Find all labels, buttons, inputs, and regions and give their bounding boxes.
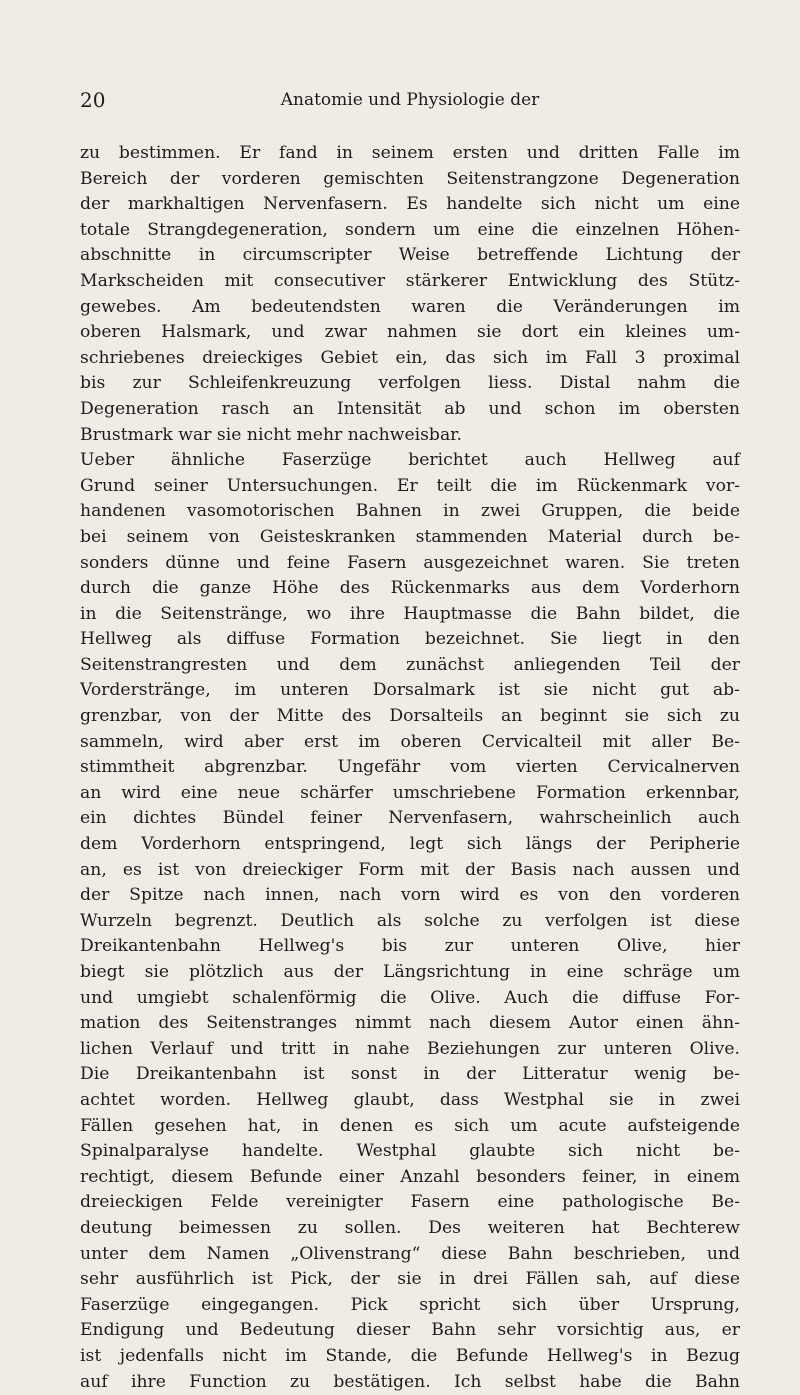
text-line: ein dichtes Bündel feiner Nervenfasern, wahrscheinlich auch: [80, 806, 740, 832]
text-line: Wurzeln begrenzt. Deutlich als solche zu verfolgen ist diese: [80, 909, 740, 935]
text-line: ist jedenfalls nicht im Stande, die Befunde Hellweg's in Bezug: [80, 1344, 740, 1370]
text-line: Hellweg als diffuse Formation bezeichnet. Sie liegt in den: [80, 627, 740, 653]
text-line: Markscheiden mit consecutiver stärkerer Entwicklung des Stütz-: [80, 269, 740, 295]
text-line: Ueber ähnliche Faserzüge berichtet auch Hellweg auf: [80, 448, 740, 474]
text-line: handenen vasomotorischen Bahnen in zwei Gruppen, die beide: [80, 499, 740, 525]
text-line: biegt sie plötzlich aus der Längsrichtung in eine schräge um: [80, 960, 740, 986]
text-line: Dreikantenbahn Hellweg's bis zur unteren Olive, hier: [80, 934, 740, 960]
text-line: stimmtheit abgrenzbar. Ungefähr vom vierten Cervicalnerven: [80, 755, 740, 781]
text-line: zu bestimmen. Er fand in seinem ersten und dritten Falle im: [80, 141, 740, 167]
text-line: rechtigt, diesem Befunde einer Anzahl besonders feiner, in einem: [80, 1165, 740, 1191]
text-line: deutung beimessen zu sollen. Des weiteren hat Bechterew: [80, 1216, 740, 1242]
text-line: grenzbar, von der Mitte des Dorsalteils an beginnt sie sich zu: [80, 704, 740, 730]
text-line: lichen Verlauf und tritt in nahe Beziehungen zur unteren Olive.: [80, 1037, 740, 1063]
text-line: Faserzüge eingegangen. Pick spricht sich über Ursprung,: [80, 1293, 740, 1319]
text-line: totale Strangdegeneration, sondern um eine die einzelnen Höhen-: [80, 218, 740, 244]
text-line: an, es ist von dreieckiger Form mit der Basis nach aussen und: [80, 858, 740, 884]
body-text: [80, 141, 740, 1395]
text-line: achtet worden. Hellweg glaubt, dass Westphal sie in zwei: [80, 1088, 740, 1114]
text-line: Seitenstrangresten und dem zunächst anliegenden Teil der: [80, 653, 740, 679]
text-line: Bereich der vorderen gemischten Seitenstrangzone Degeneration: [80, 167, 740, 193]
text-line: unter dem Namen „Olivenstrang“ diese Bahn beschrieben, und: [80, 1242, 740, 1268]
text-line: dreieckigen Felde vereinigter Fasern eine pathologische Be-: [80, 1190, 740, 1216]
text-line: mation des Seitenstranges nimmt nach diesem Autor einen ähn-: [80, 1011, 740, 1037]
text-line: auf ihre Function zu bestätigen. Ich selbst habe die Bahn: [80, 1370, 740, 1395]
text-line: oberen Halsmark, und zwar nahmen sie dort ein kleines um-: [80, 320, 740, 346]
text-line: in die Seitenstränge, wo ihre Hauptmasse die Bahn bildet, die: [80, 602, 740, 628]
text-line: dem Vorderhorn entspringend, legt sich längs der Peripherie: [80, 832, 740, 858]
text-line: Die Dreikantenbahn ist sonst in der Litteratur wenig be-: [80, 1062, 740, 1088]
text-line: sonders dünne und feine Fasern ausgezeichnet waren. Sie treten: [80, 551, 740, 577]
text-line: der markhaltigen Nervenfasern. Es handelte sich nicht um eine: [80, 192, 740, 218]
text-line: sehr ausführlich ist Pick, der sie in drei Fällen sah, auf diese: [80, 1267, 740, 1293]
text-line: der Spitze nach innen, nach vorn wird es von den vorderen: [80, 883, 740, 909]
text-line: durch die ganze Höhe des Rückenmarks aus dem Vorderhorn: [80, 576, 740, 602]
text-line: schriebenes dreieckiges Gebiet ein, das sich im Fall 3 proximal: [80, 346, 740, 372]
text-line: gewebes. Am bedeutendsten waren die Veränderungen im: [80, 295, 740, 321]
text-line: Endigung und Bedeutung dieser Bahn sehr vorsichtig aus, er: [80, 1318, 740, 1344]
page-number: 20: [80, 88, 105, 112]
text-line: Spinalparalyse handelte. Westphal glaubte sich nicht be-: [80, 1139, 740, 1165]
page-header: [80, 88, 740, 114]
text-line: sammeln, wird aber erst im oberen Cervicalteil mit aller Be-: [80, 730, 740, 756]
text-line: und umgiebt schalenförmig die Olive. Auch die diffuse For-: [80, 986, 740, 1012]
text-line: Brustmark war sie nicht mehr nachweisbar.: [80, 423, 740, 449]
text-line: Degeneration rasch an Intensität ab und schon im obersten: [80, 397, 740, 423]
text-line: abschnitte in circumscripter Weise betreffende Lichtung der: [80, 243, 740, 269]
text-line: an wird eine neue schärfer umschriebene Formation erkennbar,: [80, 781, 740, 807]
text-line: bis zur Schleifenkreuzung verfolgen liess. Distal nahm die: [80, 371, 740, 397]
text-line: bei seinem von Geisteskranken stammenden Material durch be-: [80, 525, 740, 551]
text-line: Grund seiner Untersuchungen. Er teilt die im Rückenmark vor-: [80, 474, 740, 500]
running-head: Anatomie und Physiologie der: [80, 90, 740, 110]
text-line: Vorderstränge, im unteren Dorsalmark ist sie nicht gut ab-: [80, 678, 740, 704]
text-line: Fällen gesehen hat, in denen es sich um acute aufsteigende: [80, 1114, 740, 1140]
